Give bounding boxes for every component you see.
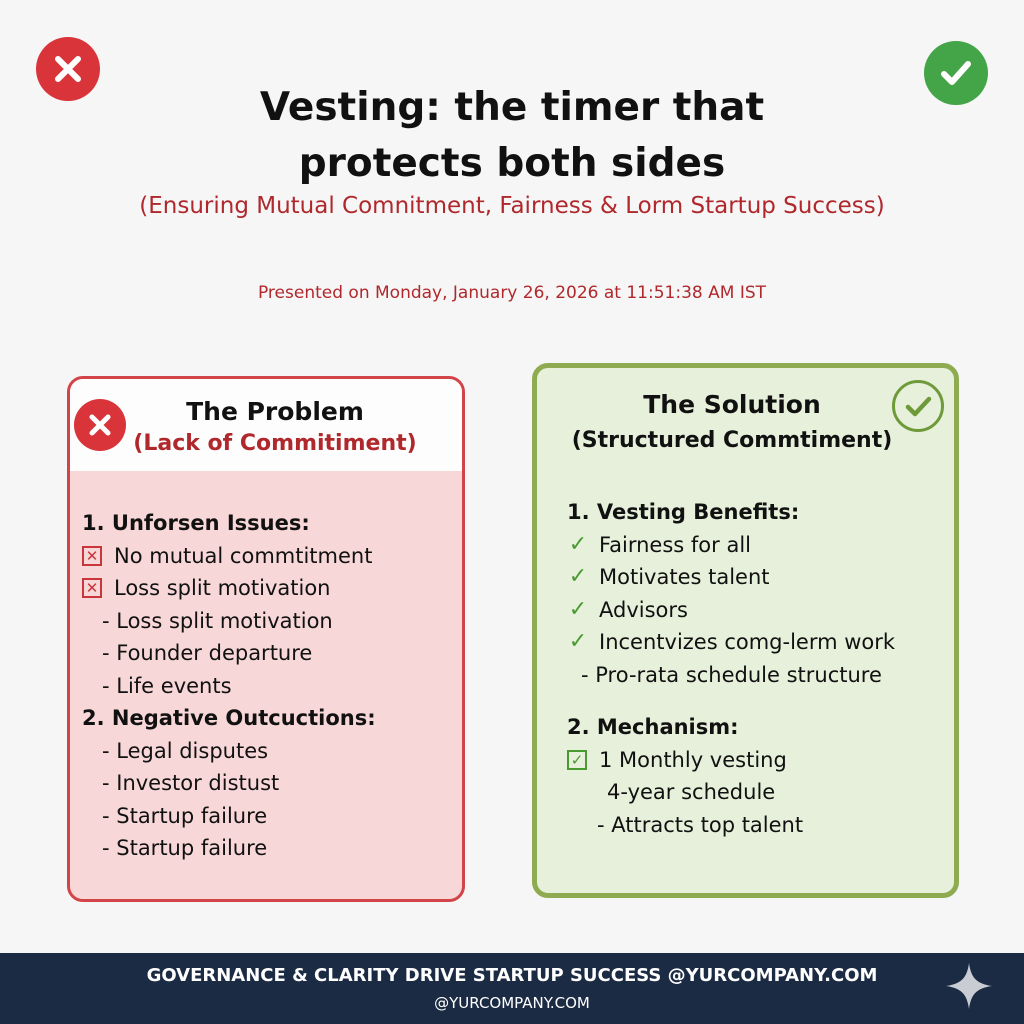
list-item: - Startup failure [102,803,268,828]
section-heading: 2. Mechanism: [567,715,739,739]
list-item [567,529,957,562]
list-item: - Legal disputes [102,738,269,763]
presentation-date: Presented on Monday, January 26, 2026 at 11:51:38 AM IST [257,283,767,303]
list-item: - Investor distust [102,771,280,795]
list-item-label: No mutual commtitment [114,543,373,568]
section-heading: 2. Negative Outcuctions: [82,706,376,730]
solution-subtitle: (Structured Commtiment) [571,428,893,453]
list-item [567,594,957,627]
list-item: - Startup failure [102,836,268,860]
page-subtitle: (Ensuring Mutual Comnitment, Fairness & Lorm Startup Success) [139,193,885,219]
title-line-2: protects both sides [298,141,726,186]
footer-tagline: GOVERNANCE & CLARITY DRIVE STARTUP SUCCESS @YURCOMPANY.COM [146,965,878,986]
x-box-icon: ✕ [82,578,102,598]
list-item-label: Loss split motivation [114,576,331,600]
problem-list [82,507,462,865]
footer-banner [0,953,1024,1024]
page-title [0,80,1024,192]
solution-card [532,363,959,898]
footer-url: @YURCOMPANY.COM [434,994,590,1012]
problem-title: The Problem [186,397,364,426]
section-heading: 1. Vesting Benefits: [567,500,800,524]
list-item: - Loss split motivation [102,608,333,633]
problem-subtitle: (Lack of Commitiment) [133,431,417,456]
solution-list [567,496,957,841]
list-item [567,626,957,659]
checkmark-icon: ✓ [568,531,588,557]
list-item-label: 1 Monthly vesting [599,747,787,772]
checkbox-checked-icon: ✓ [567,750,587,770]
list-item: - Founder departure [102,641,313,665]
section-heading: 1. Unforsen Issues: [82,511,310,535]
list-item [82,540,462,573]
x-box-icon: ✕ [82,546,102,566]
list-item [567,561,957,594]
problem-card [67,376,465,902]
list-item-label: Incentvizes comg-lerm work [599,630,896,654]
check-circle-icon [892,380,944,432]
list-item-label: Advisors [599,597,688,622]
list-item: - Life events [102,673,232,698]
list-item: 4-year schedule [607,780,776,804]
list-item [567,744,957,777]
problem-card-header [70,379,462,471]
list-item [82,572,462,605]
list-item: - Attracts top talent [597,812,804,837]
list-item-label: Fairness for all [599,532,751,557]
checkmark-icon: ✓ [568,629,588,654]
checkmark-icon: ✓ [568,564,588,589]
list-item: - Pro-rata schedule structure [581,662,882,687]
sparkle-icon [944,961,994,1011]
list-item-label: Motivates talent [599,565,770,589]
title-line-1: Vesting: the timer that [259,85,765,130]
checkmark-icon: ✓ [568,596,588,622]
solution-title: The Solution [643,390,821,419]
